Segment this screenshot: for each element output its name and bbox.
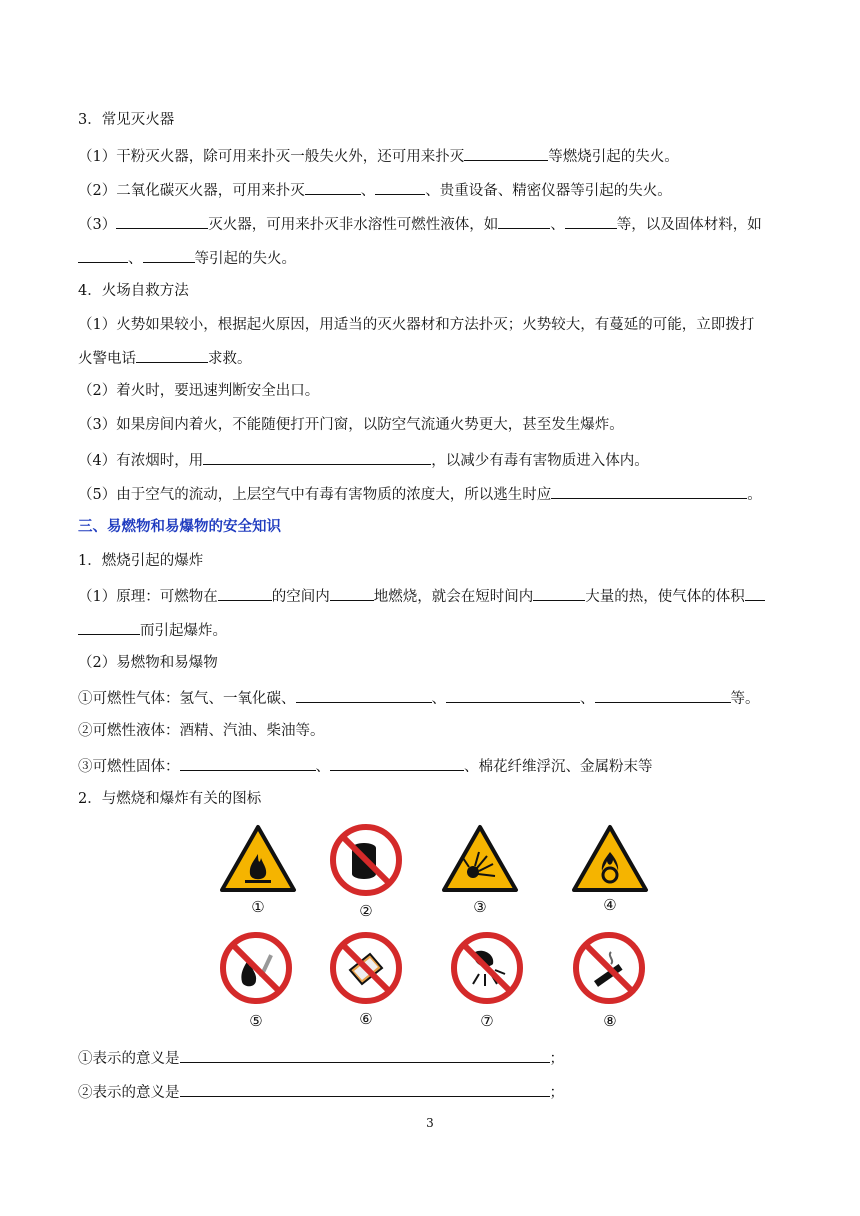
paragraph: （4）有浓烟时，用 ，以减少有毒有害物质进入体内。 — [78, 449, 649, 471]
blank[interactable] — [203, 449, 431, 465]
sign-label: ⑥ — [359, 1010, 373, 1028]
blank[interactable] — [330, 585, 374, 601]
explosive-warning-icon — [441, 824, 519, 894]
blank[interactable] — [136, 347, 208, 363]
sign-label: ⑧ — [603, 1012, 617, 1030]
answer-blank[interactable] — [180, 1081, 550, 1097]
blank[interactable] — [446, 687, 580, 703]
section-title: 4．火场自救方法 — [78, 283, 189, 299]
paragraph: （2）二氧化碳灭火器，可用来扑灭 、 、贵重设备、精密仪器等引起的失火。 — [78, 179, 672, 201]
paragraph: （1）干粉灭火器，除可用来扑灭一般失火外，还可用来扑灭 等燃烧引起的失火。 — [78, 145, 679, 167]
sign-label: ① — [251, 898, 265, 916]
paragraph: （3） 灭火器，可用来扑灭非水溶性可燃性液体，如 、 等，以及固体材料，如 — [78, 213, 762, 235]
no-fireworks-icon — [449, 930, 525, 1006]
sign-label: ④ — [603, 896, 617, 914]
no-open-flame-icon — [218, 930, 294, 1006]
blank[interactable] — [551, 483, 747, 499]
no-matches-icon — [328, 930, 404, 1006]
blank[interactable] — [78, 619, 140, 635]
blank[interactable] — [218, 585, 272, 601]
no-smoking-icon — [571, 930, 647, 1006]
paragraph: （3）如果房间内着火，不能随便打开门窗，以防空气流通火势更大，甚至发生爆炸。 — [78, 417, 624, 433]
blank[interactable] — [180, 755, 316, 771]
section-title: 2．与燃烧和爆炸有关的图标 — [78, 791, 262, 807]
sign-label: ② — [359, 902, 373, 920]
blank[interactable] — [305, 179, 361, 195]
blank[interactable] — [143, 247, 195, 263]
blank[interactable] — [116, 213, 208, 229]
paragraph: 火警电话 求救。 — [78, 347, 252, 369]
paragraph: （1）原理：可燃物在 的空间内 地燃烧，就会在短时间内 大量的热，使气体的体积 — [78, 585, 765, 607]
blank[interactable] — [375, 179, 425, 195]
paragraph: （1）火势如果较小，根据起火原因，用适当的灭火器材和方法扑灭；火势较大，有蔓延的可能，立即拨打 — [78, 317, 755, 333]
paragraph: 而引起爆炸。 — [78, 619, 227, 641]
blank[interactable] — [464, 145, 548, 161]
blank[interactable] — [330, 755, 464, 771]
paragraph: ②可燃性液体：酒精、汽油、柴油等。 — [78, 723, 325, 739]
blank[interactable] — [533, 585, 585, 601]
page-number: 3 — [426, 1116, 434, 1130]
flammable-warning-icon — [219, 824, 297, 894]
blank[interactable] — [296, 687, 432, 703]
paragraph: ③可燃性固体： 、 、棉花纤维浮沉、金属粉末等 — [78, 755, 653, 777]
section-title: 1．燃烧引起的爆炸 — [78, 553, 204, 569]
blank[interactable] — [745, 585, 765, 601]
part-heading: 三、易燃物和易爆物的安全知识 — [78, 518, 281, 535]
paragraph: 、 等引起的失火。 — [78, 247, 296, 269]
answer-blank[interactable] — [180, 1047, 550, 1063]
paragraph: （5）由于空气的流动，上层空气中有毒有害物质的浓度大，所以逃生时应 。 — [78, 483, 762, 505]
oxidizer-warning-icon — [571, 824, 649, 894]
blank[interactable] — [498, 213, 550, 229]
blank[interactable] — [565, 213, 617, 229]
blank[interactable] — [78, 247, 128, 263]
blank[interactable] — [595, 687, 731, 703]
sign-label: ⑤ — [249, 1012, 263, 1030]
question: ②表示的意义是 ； — [78, 1081, 564, 1103]
paragraph: ①可燃性气体：氢气、一氧化碳、 、 、 等。 — [78, 687, 760, 709]
paragraph: （2）着火时，要迅速判断安全出口。 — [78, 383, 320, 399]
no-oil-drum-icon — [328, 822, 404, 898]
subsection-title: （2）易燃物和易爆物 — [78, 655, 218, 671]
section-title: 3．常见灭火器 — [78, 112, 175, 128]
question: ①表示的意义是 ； — [78, 1047, 564, 1069]
sign-label: ⑦ — [480, 1012, 494, 1030]
sign-label: ③ — [473, 898, 487, 916]
